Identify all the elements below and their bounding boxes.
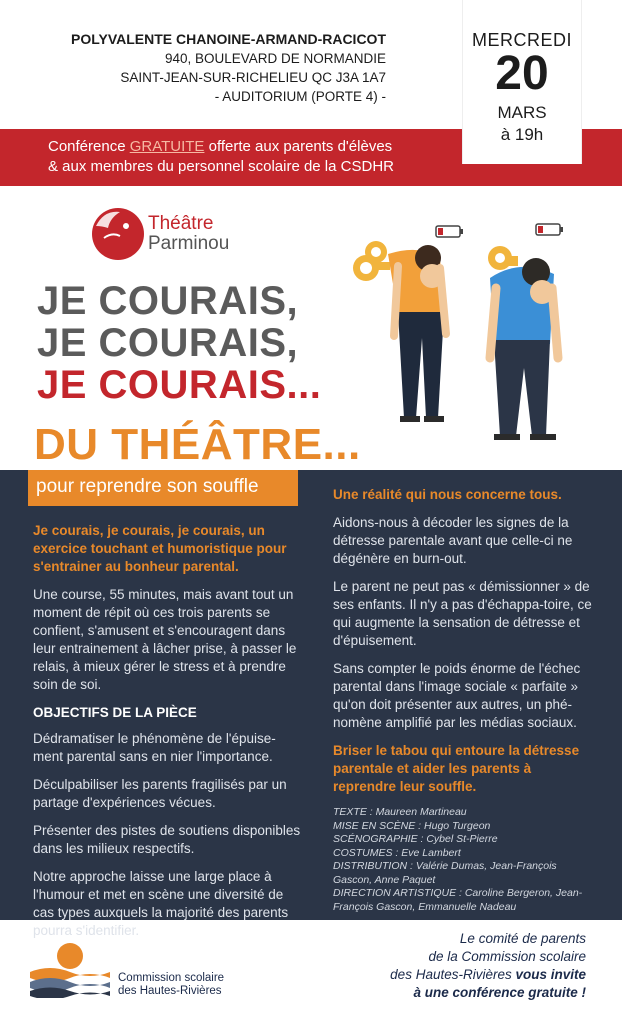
invite-line3 xyxy=(390,966,586,984)
objective-3: Présenter des pistes de soutiens disponibles dans les milieux respectifs. xyxy=(33,823,301,856)
credit-line: COSTUMES : Eve Lambert xyxy=(333,846,461,859)
invitation-text xyxy=(390,930,586,1002)
left-para1: Une course, 55 minutes, mais avant tout un moment de répit où ces trois parents se confient, s'amusent et s'encouragent dans leur entrainement à lâcher prise, à passer le relais, à mieux gérer le stress et à prendre soin de soi. xyxy=(33,587,297,692)
theatre-parminou-logo xyxy=(90,204,230,267)
org-line2: des Hautes-Rivières xyxy=(118,985,222,997)
date-month: MARS xyxy=(497,103,547,122)
theatre-heading: DU THÉÂTRE... xyxy=(34,420,361,469)
right-callout: Briser le tabou qui entoure la détresse parentale et aider les parents à reprendre leur souffle. xyxy=(333,743,580,794)
venue-name: POLYVALENTE CHANOINE-ARMAND-RACICOT xyxy=(71,31,386,47)
date-time: à 19h xyxy=(500,125,544,144)
low-battery-icon-left xyxy=(436,226,463,237)
credit-line: MISE EN SCÈNE : Hugo Turgeon xyxy=(333,819,491,832)
title-line2: JE COURAIS, xyxy=(37,321,299,365)
right-para1: Aidons-nous à décoder les signes de la détresse parentale avant que celle-ci ne dégénère en burn-out. xyxy=(333,515,573,566)
credit-line: TEXTE : Maureen Martineau xyxy=(333,806,467,818)
tired-parents-illustration xyxy=(340,218,580,450)
figure-orange-shirt xyxy=(353,241,446,422)
figure-blue-shirt xyxy=(488,246,558,440)
date-day: 20 xyxy=(495,47,549,100)
objective-1: Dédramatiser le phénomène de l'épuise-ment parental sans en nier l'importance. xyxy=(33,731,276,764)
right-heading: Une réalité qui nous concerne tous. xyxy=(333,487,562,502)
objectives-heading: OBJECTIFS DE LA PIÈCE xyxy=(33,705,197,720)
left-intro: Je courais, je courais, je courais, un exercice touchant et humoristique pour s'entrainer au bonheur parental. xyxy=(33,523,287,574)
credit-line: SCÉNOGRAPHIE : Cybel St-Pierre xyxy=(333,833,498,845)
invite-line1: Le comité de parents xyxy=(459,931,586,946)
logo-word-theatre: Théâtre xyxy=(148,213,214,234)
logo-word-parminou: Parminou xyxy=(148,233,230,254)
right-column xyxy=(333,486,595,914)
commission-scolaire-logo-icon xyxy=(28,938,112,998)
credit-line: DISTRIBUTION : Valérie Dumas, Jean-François Gascon, Anne Paquet xyxy=(333,860,557,886)
venue-address-line1: 940, BOULEVARD DE NORMANDIE xyxy=(164,51,386,66)
banner-line1-pre: Conférence xyxy=(48,138,130,155)
date-weekday: MERCREDI xyxy=(471,30,572,50)
credit-line: DIRECTION ARTISTIQUE : Caroline Bergeron, Jean-François Gascon, Emmanuelle Nadeau xyxy=(333,887,583,913)
banner-text xyxy=(48,137,394,177)
invite-line4: à une conférence gratuite ! xyxy=(413,985,586,1000)
parminou-mask-icon xyxy=(90,204,146,262)
invite-line2: de la Commission scolaire xyxy=(428,949,586,964)
title-line1: JE COURAIS, xyxy=(37,279,299,323)
banner-line2: & aux membres du personnel scolaire de la CSDHR xyxy=(48,158,394,175)
low-battery-icon-right xyxy=(536,224,563,235)
venue-address-line2: SAINT-JEAN-SUR-RICHELIEU QC J3A 1A7 xyxy=(120,70,386,85)
commission-scolaire-name xyxy=(118,972,224,998)
right-para3: Sans compter le poids énorme de l'échec parental dans l'image sociale « parfaite » qu'on doit présenter aux autres, un phé-nomène amplifié par les médias sociaux. xyxy=(333,661,581,730)
invite-line3-pre: des Hautes-Rivières xyxy=(390,967,516,982)
main-title xyxy=(37,280,321,406)
right-para2: Le parent ne peut pas « démissionner » de ses enfants. Il n'y a pas d'échappa-toire, ce qui augmente la sensation de détresse et d'épuisement. xyxy=(333,579,592,648)
banner-line1-post: offerte aux parents d'élèves xyxy=(204,138,393,155)
venue-room: - AUDITORIUM (PORTE 4) - xyxy=(214,89,386,104)
credits-list xyxy=(333,806,595,914)
org-line1: Commission scolaire xyxy=(118,972,225,984)
title-line3: JE COURAIS... xyxy=(37,363,322,407)
date-box xyxy=(462,0,582,164)
objective-4: Notre approche laisse une large place à l'humour et met en scène une diversité de cas types auxquels la majorité des parents pourra s'identifier. xyxy=(33,869,289,938)
venue-block xyxy=(71,30,386,106)
banner-free-highlight: GRATUITE xyxy=(129,138,205,155)
objective-2: Déculpabiliser les parents fragilisés par un partage d'expériences vécues. xyxy=(33,777,287,810)
left-column xyxy=(33,522,303,950)
subheading-band: pour reprendre son souffle xyxy=(28,470,298,506)
invite-line3-bold: vous invite xyxy=(515,967,586,982)
